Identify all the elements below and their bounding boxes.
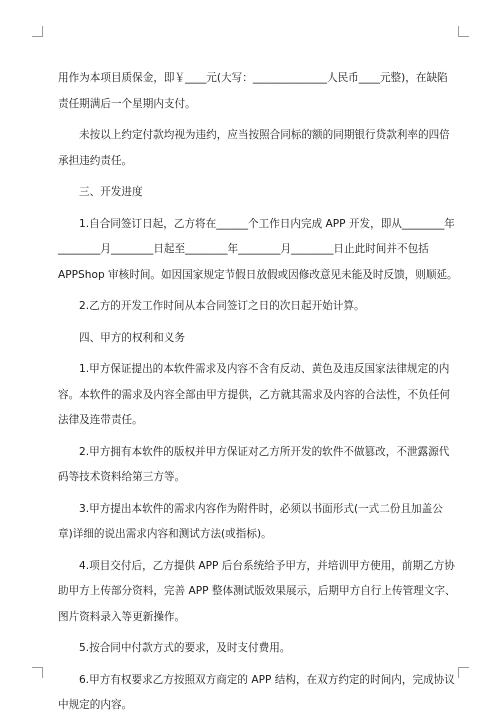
text-line: 未按以上约定付款均视为违约，应当按照合同标的额的同期银行贷款利率的四倍 <box>79 129 450 141</box>
text-line: 码等技术资料给第三方等。 <box>58 471 186 483</box>
text-line: 3.甲方提出本软件的需求内容作为附件时，必须以书面形式(一式二份且加盖公 <box>79 502 443 515</box>
text-line: APPShop 审核时间。如因国家规定节假日放假或因修改意见未能及时反馈，则顺延。 <box>58 268 458 281</box>
text-line: 2.乙方的开发工作时间从本合同签订之日的次日起开始计算。 <box>79 300 365 312</box>
crop-mark-top-left <box>32 26 43 37</box>
text-line: ________月________日起至________年________月________日止此时间并不包括 <box>58 243 429 255</box>
crop-mark-bottom-right <box>458 667 469 678</box>
text-line: 容。本软件的需求及内容全部由甲方提供，乙方就其需求及内容的合法性，不负任何 <box>58 388 450 401</box>
text-line: 1.自合同签订日起，乙方将在______个工作日内完成 APP 开发，即从________年 <box>79 217 455 230</box>
text-line: 中规定的内容。 <box>58 699 133 711</box>
text-line: 法律及连带责任。 <box>58 414 143 426</box>
text-line: 责任期满后一个星期内支付。 <box>58 97 196 110</box>
text-line: 6.甲方有权要求乙方按照双方商定的 APP 结构，在双方约定的时间内，完成协议 <box>79 673 455 686</box>
section-heading: 三、开发进度 <box>79 186 143 198</box>
text-line: 4.项目交付后，乙方提供 APP 后台系统给予甲方，并培训甲方使用，前期乙方协 <box>79 559 455 572</box>
text-line: 助甲方上传部分资料，完善 APP 整体测试版效果展示，后期甲方自行上传管理文字、 <box>58 585 456 597</box>
crop-mark-top-right <box>458 26 469 37</box>
crop-mark-bottom-left <box>32 667 43 678</box>
text-line: 2.甲方拥有本软件的版权并甲方保证对乙方所开发的软件不做篡改，不泄露源代 <box>79 445 450 458</box>
text-line: 5.按合同中付款方式的要求，及时支付费用。 <box>79 642 291 654</box>
section-heading: 四、甲方的权利和义务 <box>79 331 185 344</box>
document-body <box>58 66 458 719</box>
text-line: 用作为本项目质保金，即￥____元(大写：______________人民币____元整)，在缺陷 <box>58 72 448 84</box>
text-line: 1.甲方保证提出的本软件需求及内容不含有反动、黄色及违反国家法律规定的内 <box>79 363 450 375</box>
text-line: 章)详细的说出需求内容和测试方法(或指标)。 <box>58 528 272 540</box>
text-line: 承担违约责任。 <box>58 154 133 167</box>
text-line: 图片资料录入等更新操作。 <box>58 610 186 623</box>
